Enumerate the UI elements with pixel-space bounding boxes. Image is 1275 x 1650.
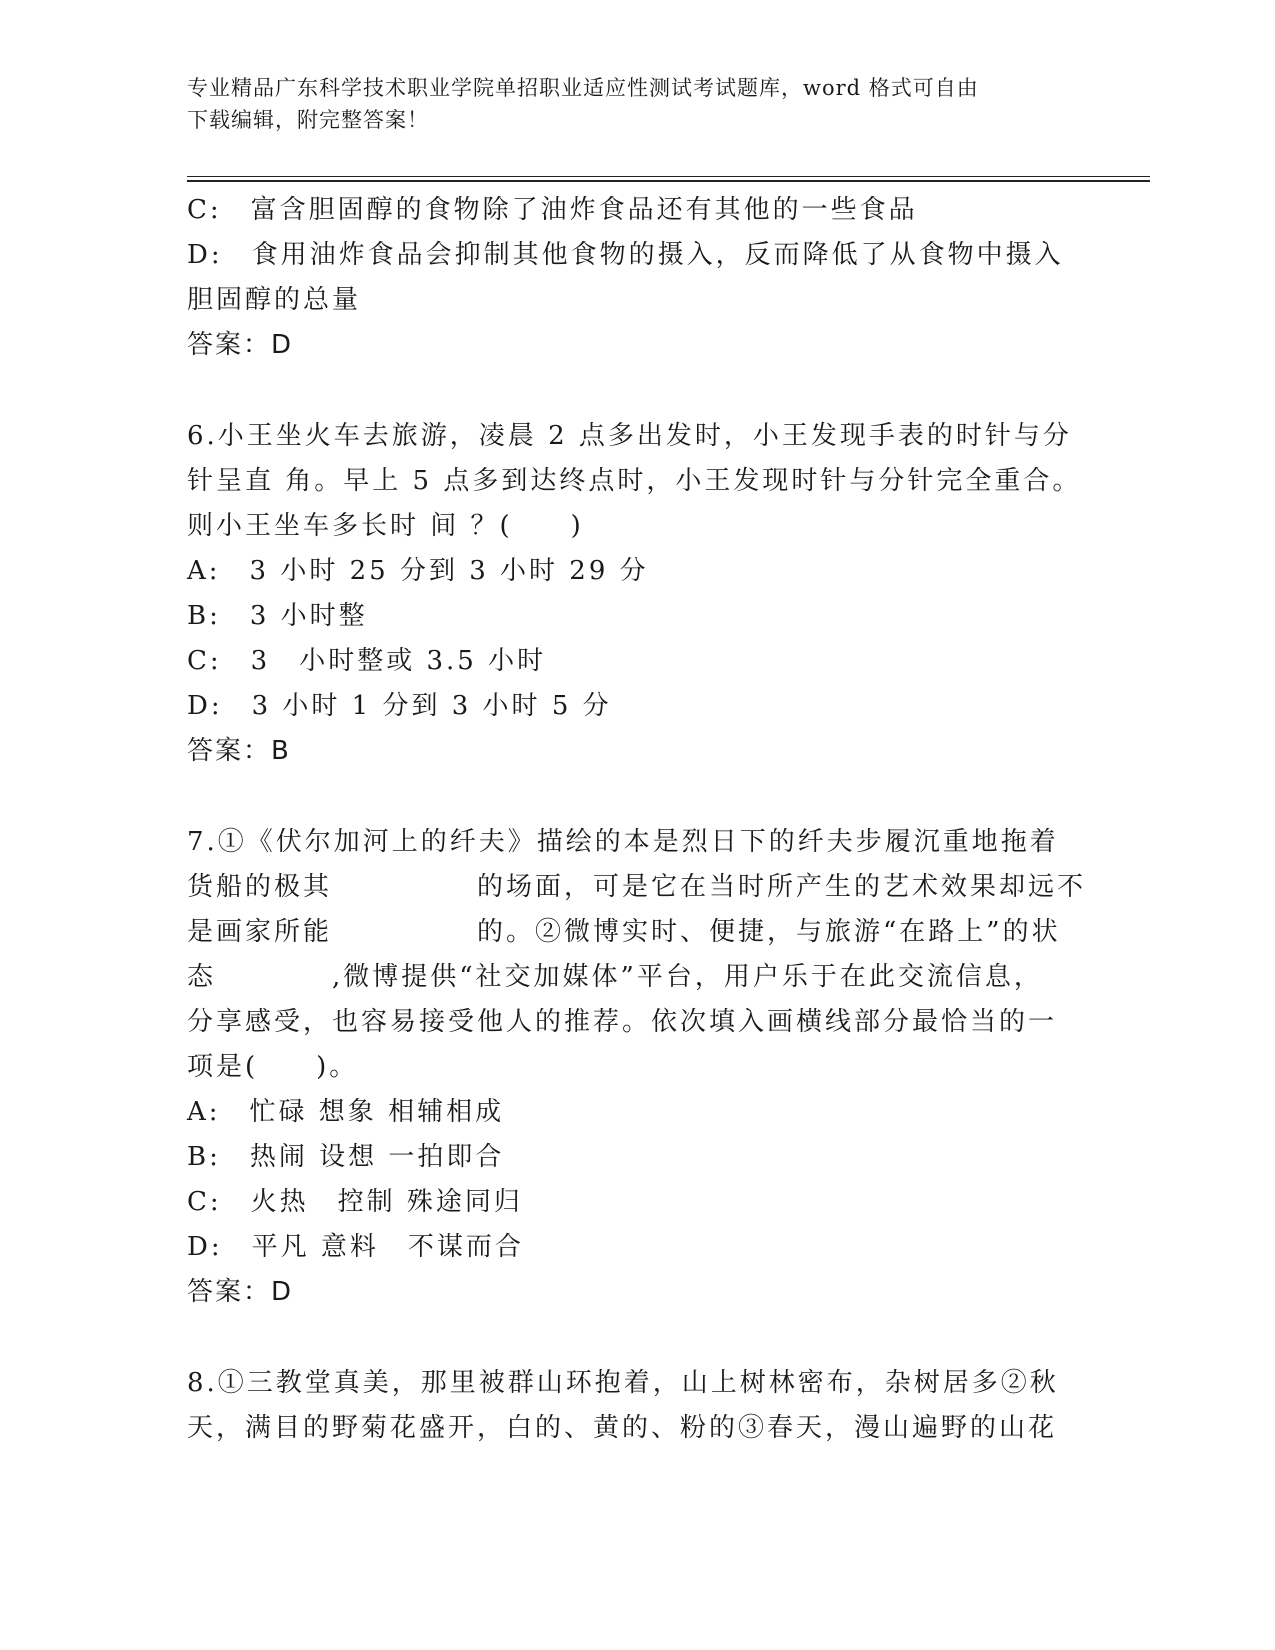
answer: 答案：D bbox=[187, 1277, 294, 1307]
document-body bbox=[187, 188, 1087, 1451]
header-rule-thick bbox=[187, 180, 1150, 182]
header-line-1: 专业精品广东科学技术职业学院单招职业适应性测试考试题库，word 格式可自由 bbox=[187, 76, 979, 100]
option-b: B: 3 小时整 bbox=[187, 601, 368, 631]
answer: 答案：B bbox=[187, 736, 291, 766]
option-a: A: 忙碌 想象 相辅相成 bbox=[187, 1097, 505, 1127]
header-line-2: 下载编辑，附完整答案！ bbox=[187, 108, 429, 132]
option-a: A: 3 小时 25 分到 3 小时 29 分 bbox=[187, 556, 649, 586]
question-stem-line-1: 8.①三教堂真美，那里被群山环抱着，山上树林密布，杂树居多②秋 bbox=[187, 1368, 1059, 1398]
answer: 答案：D bbox=[187, 330, 294, 360]
question-stem-line-1: 7.①《伏尔加河上的纤夫》描绘的本是烈日下的纤夫步履沉重地拖着 bbox=[187, 827, 1059, 857]
option-d: D: 3 小时 1 分到 3 小时 5 分 bbox=[187, 691, 612, 721]
question-6 bbox=[187, 414, 1082, 774]
option-d: D: 平凡 意料 不谋而合 bbox=[187, 1232, 524, 1262]
question-stem-line-2: 天，满目的野菊花盛开，白的、黄的、粉的③春天，漫山遍野的山花 bbox=[187, 1413, 1058, 1443]
spacer bbox=[187, 774, 1067, 820]
option-d-line-2: 胆固醇的总量 bbox=[187, 285, 362, 315]
header-rule-thin bbox=[187, 176, 1150, 177]
question-stem-line-1: 6.小王坐火车去旅游，凌晨 2 点多出发时，小王发现手表的时针与分 bbox=[187, 421, 1072, 451]
question-stem-line-5: 分享感受，也容易接受他人的推荐。依次填入画横线部分最恰当的一 bbox=[187, 1007, 1058, 1037]
question-8 bbox=[187, 1361, 1067, 1451]
option-c: C: 富含胆固醇的食物除了油炸食品还有其他的一些食品 bbox=[187, 195, 918, 225]
spacer bbox=[187, 368, 1067, 414]
question-stem-line-2: 货船的极其 的场面，可是它在当时所产生的艺术效果却远不 bbox=[187, 872, 1087, 902]
spacer bbox=[187, 1315, 1067, 1361]
option-b: B: 热闹 设想 一拍即合 bbox=[187, 1142, 505, 1172]
page-header bbox=[187, 72, 1067, 136]
question-stem-line-3: 则小王坐车多长时 间 ？( ) bbox=[187, 511, 584, 541]
question-stem-line-3: 是画家所能 的。②微博实时、便捷，与旅游“在路上”的状 bbox=[187, 917, 1061, 947]
option-d-line-1: D: 食用油炸食品会抑制其他食物的摄入，反而降低了从食物中摄入 bbox=[187, 240, 1064, 270]
question-stem-line-2: 针呈直 角。早上 5 点多到达终点时，小王发现时针与分针完全重合。 bbox=[187, 466, 1082, 496]
option-c: C: 3 小时整或 3.5 小时 bbox=[187, 646, 547, 676]
question-5-tail bbox=[187, 188, 1067, 368]
question-7 bbox=[187, 820, 1087, 1315]
option-c: C: 火热 控制 殊途同归 bbox=[187, 1187, 523, 1217]
question-stem-line-6: 项是( )。 bbox=[187, 1052, 359, 1082]
question-stem-line-4: 态 ,微博提供“社交加媒体”平台，用户乐于在此交流信息， bbox=[187, 962, 1043, 992]
